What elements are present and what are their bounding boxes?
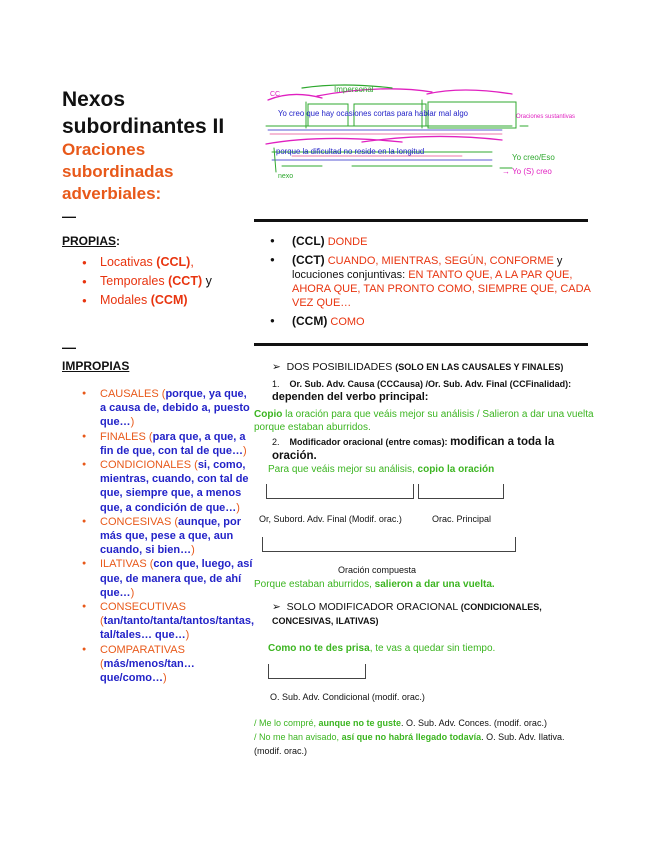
impropias-heading: IMPROPIAS bbox=[62, 359, 130, 373]
propias-tag: (CCT) bbox=[168, 274, 203, 288]
hw-side-note-3: → Yo (S) creo bbox=[502, 167, 552, 176]
impropia-nexos: con que, luego, así que, de manera que, de ahí que… bbox=[100, 558, 253, 599]
hw-line-3: porque la dificultad no reside en la longitud bbox=[276, 147, 425, 156]
example-ilativa-sub: así que no habrá llegado todavía bbox=[341, 732, 482, 742]
impropia-name: CONCESIVAS bbox=[100, 515, 172, 528]
example-conces-main: / Me lo compré, bbox=[254, 718, 319, 728]
impropia-name: ILATIVAS bbox=[100, 558, 147, 571]
list-item: ● FINALES (para que, a que, a fin de que, con tal de que…) bbox=[82, 430, 254, 458]
example-1-rest: la oración para que veáis mejor su análisis / Salieron a dar una vuelta porque estaban aburridos. bbox=[254, 409, 594, 433]
impropia-nexos: aunque, por más que, pese a que, aun cuando, si bien… bbox=[100, 515, 241, 557]
propias-nexos bbox=[270, 234, 600, 333]
example-conces-sub: aunque no te guste bbox=[318, 718, 402, 728]
list-item bbox=[82, 272, 252, 291]
example-2 bbox=[268, 463, 588, 477]
section-rule-2 bbox=[254, 343, 588, 346]
option-number: 2. bbox=[272, 437, 280, 447]
list-item: ● CONCESIVAS (aunque, por más que, pese a que, aun cuando, si bien…) bbox=[82, 515, 254, 558]
option-2 bbox=[272, 435, 594, 463]
bracket-compound bbox=[262, 537, 516, 552]
hw-cc: CC bbox=[270, 91, 281, 98]
hw-line-2: Yo creo que hay ocasiones cortas para hablar mal algo bbox=[278, 109, 468, 118]
nexo-joiner: y bbox=[553, 255, 563, 267]
propias-list bbox=[82, 253, 252, 310]
bracket-main bbox=[418, 484, 504, 499]
list-item: ● COMPARATIVAS (más/menos/tan… que/como…) bbox=[82, 643, 254, 686]
propias-heading-text: PROPIAS bbox=[62, 234, 117, 248]
example-3 bbox=[254, 578, 594, 592]
label-subordinate: Or, Subord. Adv. Final (Modif. orac.) bbox=[259, 514, 402, 524]
impropia-name: CONSECUTIVAS bbox=[100, 601, 186, 614]
list-item: ● CONDICIONALES (si, como, mientras, cuando, con tal de que, siempre que, a menos que, a condición de que…) bbox=[82, 458, 254, 515]
nexo-locuciones: locuciones conjuntivas: bbox=[292, 269, 409, 281]
propias-colon: : bbox=[116, 234, 121, 248]
nexo-text: COMO bbox=[330, 316, 365, 328]
example-3-sub: Porque estaban aburridos, bbox=[254, 579, 375, 590]
option-2-emph: modifican a toda la oración. bbox=[272, 436, 555, 462]
example-conces-label: . O. Sub. Adv. Conces. (modif. orac.) bbox=[401, 718, 547, 728]
impropia-nexos: porque, ya que, a causa de, debido a, puesto que… bbox=[100, 388, 250, 429]
handwritten-diagram bbox=[262, 82, 592, 182]
only-mod-note: (CONDICIONALES, CONCESIVAS, ILATIVAS) bbox=[272, 602, 542, 626]
nexo-text-2: EN TANTO QUE, A LA PAR QUE, AHORA QUE, TAN PRONTO COMO, SIEMPRE QUE, CADA VEZ QUE… bbox=[292, 269, 591, 309]
only-mod-heading bbox=[272, 600, 594, 628]
page-subtitle: Oraciones subordinadas adverbiales: bbox=[62, 140, 174, 203]
nexo-text: CUANDO, MIENTRAS, SEGÚN, CONFORME bbox=[327, 255, 554, 267]
example-2-main: copio la oración bbox=[417, 464, 495, 475]
impropia-name: FINALES bbox=[100, 430, 146, 443]
propias-tag: (CCL) bbox=[156, 255, 191, 269]
list-item bbox=[82, 291, 252, 310]
example-cond bbox=[268, 642, 588, 656]
propias-name: Locativas bbox=[100, 255, 153, 269]
example-ilativa bbox=[254, 730, 594, 758]
list-item: ● ILATIVAS (con que, luego, así que, de manera que, de ahí que…) bbox=[82, 557, 254, 600]
example-2-sub: Para que veáis mejor su análisis, bbox=[268, 464, 418, 475]
hw-side-note-2: Yo creo/Eso bbox=[512, 153, 555, 162]
impropia-nexos: para que, a que, a fin de que, con tal de que… bbox=[100, 430, 246, 457]
list-item bbox=[270, 253, 600, 310]
option-2-text: Modificador oracional (entre comas): bbox=[289, 437, 451, 447]
example-ilativa-label: . O. Sub. Adv. Ilativa. (modif. orac.) bbox=[254, 732, 565, 756]
impropia-nexos: más/menos/tan… que/como… bbox=[100, 657, 195, 685]
section-rule-1 bbox=[254, 219, 588, 222]
option-1-text: Or. Sub. Adv. Causa (CCCausa) /Or. Sub. Adv. Final (CCFinalidad): bbox=[289, 379, 572, 389]
two-options-note: (SOLO EN LAS CAUSALES Y FINALES) bbox=[395, 362, 564, 372]
impropia-name: CAUSALES bbox=[100, 388, 159, 400]
page-title: Nexos subordinantes II bbox=[62, 88, 225, 138]
list-item: ● CONSECUTIVAS (tan/tanto/tanta/tantos/tantas, tal/tales… que…) bbox=[82, 600, 254, 643]
propias-tag: (CCM) bbox=[150, 293, 188, 307]
nexo-text: DONDE bbox=[327, 236, 368, 248]
hw-impersonal: Impersonal bbox=[334, 85, 374, 94]
nexo-tag: (CCT) bbox=[292, 253, 325, 267]
nexo-tag: (CCM) bbox=[292, 314, 328, 328]
label-principal: Orac. Principal bbox=[432, 514, 492, 524]
dash-divider-1: — bbox=[62, 208, 76, 224]
dash-divider-2: — bbox=[62, 339, 76, 355]
example-3-main: salieron a dar una vuelta. bbox=[374, 579, 495, 590]
example-cond-main: , te vas a quedar sin tiempo. bbox=[369, 643, 496, 654]
arrow-icon: ➢ bbox=[272, 361, 281, 373]
bracket-sub bbox=[266, 484, 414, 499]
impropias-list bbox=[82, 387, 254, 685]
example-ilativa-main: / No me han avisado, bbox=[254, 732, 342, 742]
list-item bbox=[270, 314, 600, 329]
only-mod-label: SOLO MODIFICADOR ORACIONAL bbox=[286, 601, 461, 613]
impropia-nexos: tan/tanto/tanta/tantos/tantas, tal/tales… que… bbox=[100, 615, 255, 642]
example-cond-sub: Como no te des prisa bbox=[268, 643, 370, 654]
label-conditional: O. Sub. Adv. Condicional (modif. orac.) bbox=[270, 692, 425, 702]
propias-suffix: y bbox=[202, 274, 212, 288]
bracket-cond bbox=[268, 664, 366, 679]
example-1-verb: Copio bbox=[254, 409, 283, 420]
list-item bbox=[270, 234, 600, 249]
propias-suffix: , bbox=[190, 255, 194, 269]
list-item: ● CAUSALES (porque, ya que, a causa de, debido a, puesto que…) bbox=[82, 387, 254, 430]
hw-nexo: nexo bbox=[278, 173, 294, 180]
label-compound: Oración compuesta bbox=[338, 565, 417, 575]
nexo-tag: (CCL) bbox=[292, 234, 325, 248]
option-1 bbox=[272, 378, 594, 404]
example-1 bbox=[254, 408, 594, 434]
arrow-icon: ➢ bbox=[272, 601, 281, 613]
list-item bbox=[82, 253, 252, 272]
two-options-heading bbox=[272, 360, 592, 374]
propias-name: Temporales bbox=[100, 274, 165, 288]
example-conces bbox=[254, 716, 594, 730]
propias-name: Modales bbox=[100, 293, 148, 307]
option-number: 1. bbox=[272, 379, 280, 389]
hw-side-note: Oraciones sustantivas bbox=[516, 114, 576, 120]
propias-heading bbox=[62, 234, 120, 248]
two-options-label: DOS POSIBILIDADES bbox=[286, 361, 393, 373]
impropia-name: COMPARATIVAS bbox=[100, 643, 185, 656]
option-1-emph: dependen del verbo principal: bbox=[272, 391, 429, 403]
impropia-nexos: si, como, mientras, cuando, con tal de que, siempre que, a menos que, a condición de que… bbox=[100, 459, 249, 514]
impropia-name: CONDICIONALES bbox=[100, 459, 192, 472]
